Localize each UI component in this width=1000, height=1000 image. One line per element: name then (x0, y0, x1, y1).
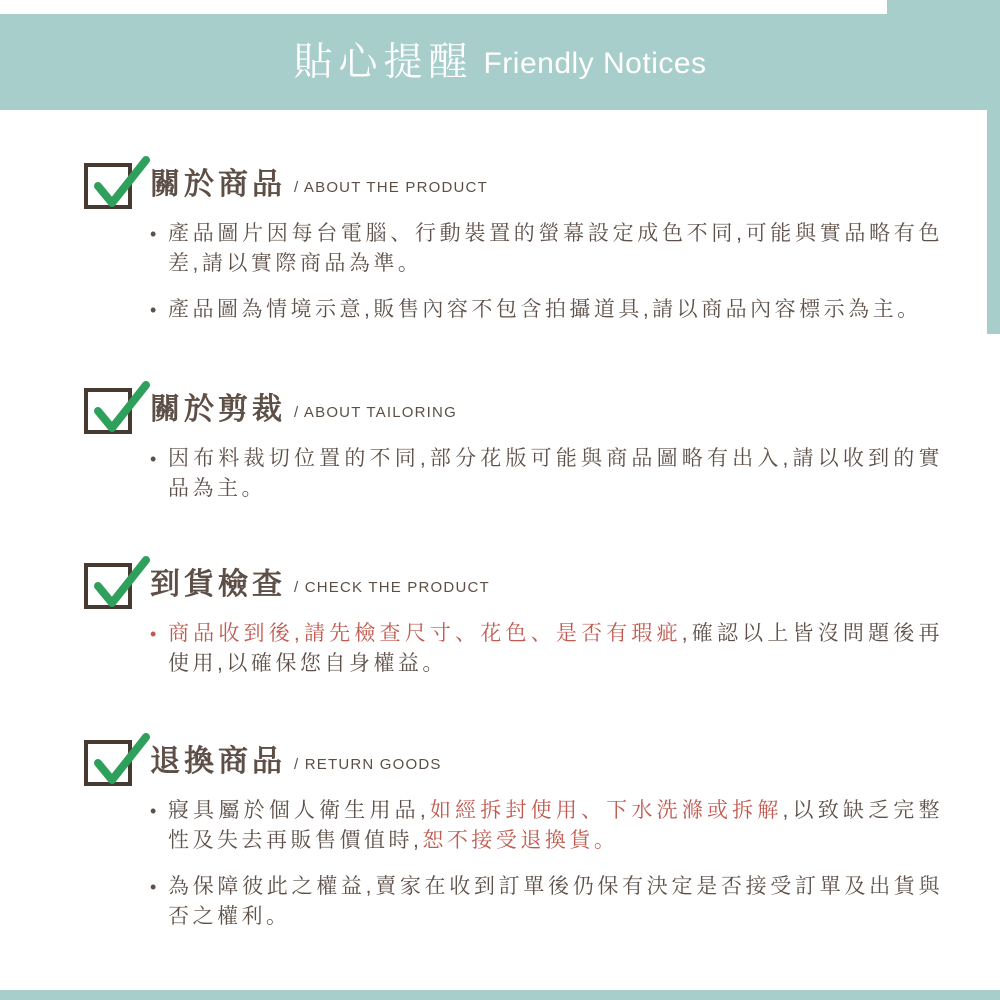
banner-corner-decoration (887, 0, 1000, 15)
checkmark-icon (90, 378, 154, 438)
checkbox-icon (84, 740, 132, 786)
section-about-product (84, 163, 984, 325)
bullet-list (150, 796, 943, 932)
bullet-list (150, 444, 943, 504)
section-return-goods (84, 740, 984, 932)
section-subtitle: / RETURN GOODS (294, 756, 442, 773)
notice-bullet: • 產品圖為情境示意,販售內容不包含拍攝道具,請以商品內容標示為主。 (150, 298, 922, 321)
section-title: 關於商品 (150, 168, 286, 201)
section-subtitle: / CHECK THE PRODUCT (294, 579, 490, 596)
section-subtitle: / ABOUT TAILORING (294, 404, 457, 421)
checkbox-icon (84, 163, 132, 209)
notice-banner (0, 14, 1000, 110)
section-subtitle: / ABOUT THE PRODUCT (294, 179, 488, 196)
notice-bullet: • 商品收到後,請先檢查尺寸、花色、是否有瑕疵,確認以上皆沒問題後再使用,以確保您自身權益。 (150, 622, 943, 675)
notice-bullet: • 產品圖片因每台電腦、行動裝置的螢幕設定成色不同,可能與實品略有色差,請以實際商品為準。 (150, 222, 943, 275)
section-title: 退換商品 (150, 745, 286, 778)
section-header (84, 740, 984, 786)
banner-subtitle: Friendly Notices (483, 47, 707, 80)
section-about-tailoring (84, 388, 984, 504)
section-title: 到貨檢查 (150, 568, 286, 601)
notice-bullet: • 因布料裁切位置的不同,部分花版可能與商品圖略有出入,請以收到的實品為主。 (150, 447, 943, 500)
checkmark-icon (90, 153, 154, 213)
notice-bullet: • 為保障彼此之權益,賣家在收到訂單後仍保有決定是否接受訂單及出貨與否之權利。 (150, 875, 943, 928)
section-header (84, 163, 984, 209)
section-check-product (84, 563, 984, 679)
section-header (84, 563, 984, 609)
section-header (84, 388, 984, 434)
checkbox-icon (84, 563, 132, 609)
bullet-list (150, 619, 943, 679)
bullet-list (150, 219, 943, 325)
notice-bullet: • 寢具屬於個人衛生用品,如經拆封使用、下水洗滌或拆解,以致缺乏完整性及失去再販售價值時,恕不接受退換貨。 (150, 799, 943, 852)
banner-title: 貼心提醒 (293, 40, 474, 84)
footer-accent-bar (0, 990, 1000, 1000)
checkmark-icon (90, 730, 154, 790)
checkbox-icon (84, 388, 132, 434)
checkmark-icon (90, 553, 154, 613)
section-title: 關於剪裁 (150, 393, 286, 426)
